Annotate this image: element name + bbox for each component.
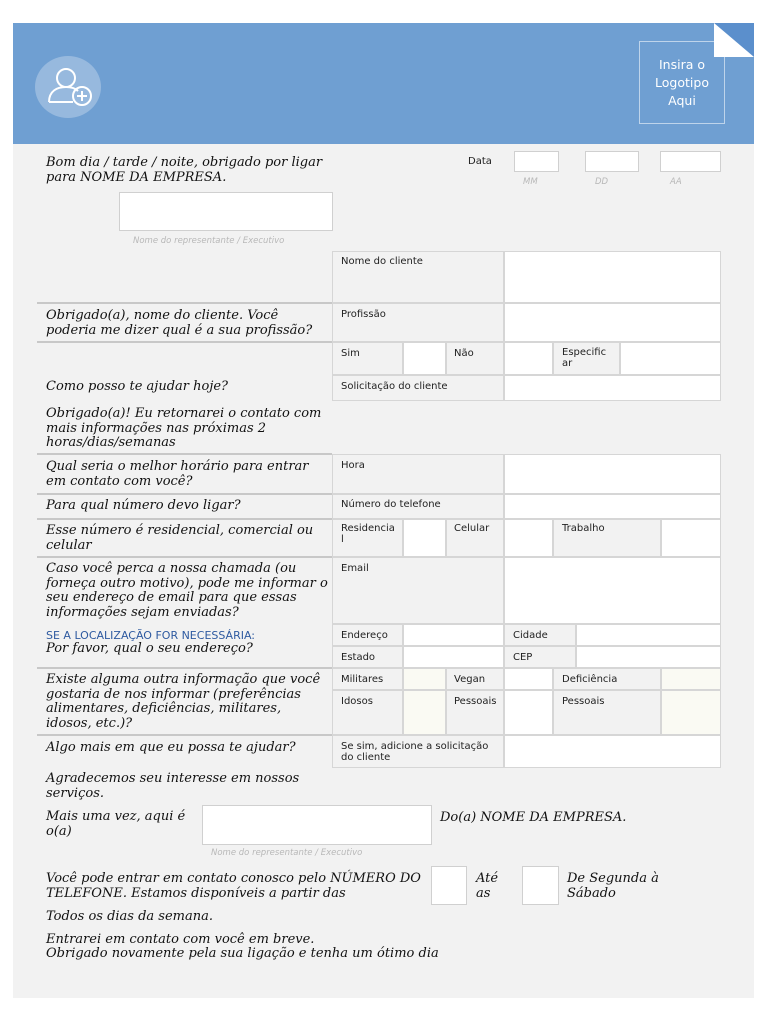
date-label: Data: [468, 156, 492, 167]
work-checkbox[interactable]: [661, 519, 721, 557]
logo-placeholder[interactable]: [639, 41, 725, 124]
request-label: Solicitação do cliente: [341, 381, 448, 392]
phone-type-question: Esse número é residencial, comercial ou celular: [46, 523, 314, 553]
state-label: Estado: [341, 652, 376, 663]
specify-input[interactable]: [620, 342, 721, 375]
work-label: Trabalho: [562, 523, 605, 534]
date-month-input[interactable]: [514, 151, 559, 172]
hours-text: Você pode entrar em contato conosco pelo NÚMERO DO TELEFONE. Estamos disponíveis a partir das: [46, 871, 421, 901]
vegan-label: Vegan: [454, 674, 486, 685]
time-input[interactable]: [504, 454, 721, 494]
start-time-input[interactable]: [431, 866, 467, 905]
greeting-text: Bom dia / tarde / noite, obrigado por ligar para NOME DA EMPRESA.: [46, 155, 323, 185]
disability-checkbox[interactable]: [661, 668, 721, 690]
time-question: Qual seria o melhor horário para entrar em contato com você?: [46, 459, 309, 489]
location-heading: SE A LOCALIZAÇÃO FOR NECESSÁRIA:: [46, 629, 256, 642]
elderly-checkbox[interactable]: [403, 690, 446, 735]
cep-input[interactable]: [576, 646, 721, 668]
help-question: Como posso te ajudar hoje?: [46, 379, 229, 394]
military-checkbox[interactable]: [403, 668, 446, 690]
closing-line-1: Entrarei em contato com você em breve.: [46, 932, 315, 947]
city-label: Cidade: [513, 630, 548, 641]
phone-label: Número do telefone: [341, 499, 441, 510]
date-year-hint: AA: [670, 177, 682, 187]
people-checkbox[interactable]: [504, 690, 553, 735]
address-label: Endereço: [341, 630, 388, 641]
phone-question: Para qual número devo ligar?: [46, 498, 241, 513]
callback-text: Obrigado(a)! Eu retornarei o contato com mais informações nas próximas 2 horas/dias/semanas: [46, 406, 322, 450]
until-text: Até as: [476, 871, 499, 901]
date-day-hint: DD: [595, 177, 609, 187]
divider: [37, 556, 332, 558]
divider: [37, 667, 332, 669]
profession-question: Obrigado(a), nome do cliente. Você poderia me dizer qual é a sua profissão?: [46, 308, 313, 338]
address-input[interactable]: [403, 624, 504, 646]
no-checkbox[interactable]: [504, 342, 553, 375]
people2-checkbox[interactable]: [661, 690, 721, 735]
user-add-icon: [35, 56, 101, 118]
profession-label: Profissão: [341, 309, 386, 320]
date-year-input[interactable]: [660, 151, 721, 172]
closing-line-2: Obrigado novamente pela sua ligação e tenha um ótimo dia: [46, 946, 439, 961]
specify-label: Especificar: [562, 347, 607, 369]
date-month-hint: MM: [523, 177, 538, 187]
email-label: Email: [341, 563, 369, 574]
anything-else-question: Algo mais em que eu possa te ajudar?: [46, 740, 296, 755]
company-text: Do(a) NOME DA EMPRESA.: [440, 810, 627, 825]
time-label: Hora: [341, 460, 365, 471]
end-time-input[interactable]: [522, 866, 559, 905]
people-label: Pessoais: [454, 696, 497, 707]
divider: [37, 341, 332, 343]
divider: [37, 518, 332, 520]
request-input[interactable]: [504, 375, 721, 401]
military-label: Militares: [341, 674, 384, 685]
no-label: Não: [454, 348, 474, 359]
days-text: De Segunda à Sábado: [567, 871, 659, 901]
residential-label: Residencial: [341, 523, 395, 545]
representative-hint-2: Nome do representante / Executivo: [211, 848, 363, 858]
once-again-text: Mais uma vez, aqui é o(a): [46, 809, 186, 839]
divider: [37, 734, 332, 736]
profession-input[interactable]: [504, 303, 721, 342]
client-name-label: Nome do cliente: [341, 256, 423, 267]
every-day-text: Todos os dias da semana.: [46, 909, 214, 924]
vegan-checkbox[interactable]: [504, 668, 553, 690]
divider: [37, 493, 332, 495]
mobile-label: Celular: [454, 523, 490, 534]
divider: [37, 453, 332, 455]
client-name-input[interactable]: [504, 251, 721, 303]
yes-label: Sim: [341, 348, 360, 359]
email-question: Caso você perca a nossa chamada (ou forneça outro motivo), pode me informar o seu endereço de email para que essas informações sejam enviadas?: [46, 561, 328, 620]
elderly-label: Idosos: [341, 696, 373, 707]
yes-checkbox[interactable]: [403, 342, 446, 375]
state-input[interactable]: [403, 646, 504, 668]
mobile-checkbox[interactable]: [504, 519, 553, 557]
anything-else-label: Se sim, adicione a solicitação do cliente: [341, 741, 489, 763]
logo-text: Insira o Logotipo Aqui: [655, 56, 709, 108]
phone-input[interactable]: [504, 494, 721, 519]
city-input[interactable]: [576, 624, 721, 646]
email-input[interactable]: [504, 557, 721, 624]
representative-name-input[interactable]: [119, 192, 333, 231]
anything-else-input[interactable]: [504, 735, 721, 768]
other-info-question: Existe alguma outra informação que você gostaria de nos informar (preferências alimentares, deficiências, militares, idosos, etc.)?: [46, 672, 321, 731]
people2-label: Pessoais: [562, 696, 605, 707]
disability-label: Deficiência: [562, 674, 618, 685]
divider: [37, 302, 332, 304]
representative-hint: Nome do representante / Executivo: [133, 236, 285, 246]
address-question: Por favor, qual o seu endereço?: [46, 641, 253, 656]
cep-label: CEP: [513, 652, 533, 663]
thanks-text: Agradecemos seu interesse em nossos serviços.: [46, 771, 300, 801]
representative-name-input-2[interactable]: [202, 805, 432, 845]
residential-checkbox[interactable]: [403, 519, 446, 557]
date-day-input[interactable]: [585, 151, 639, 172]
